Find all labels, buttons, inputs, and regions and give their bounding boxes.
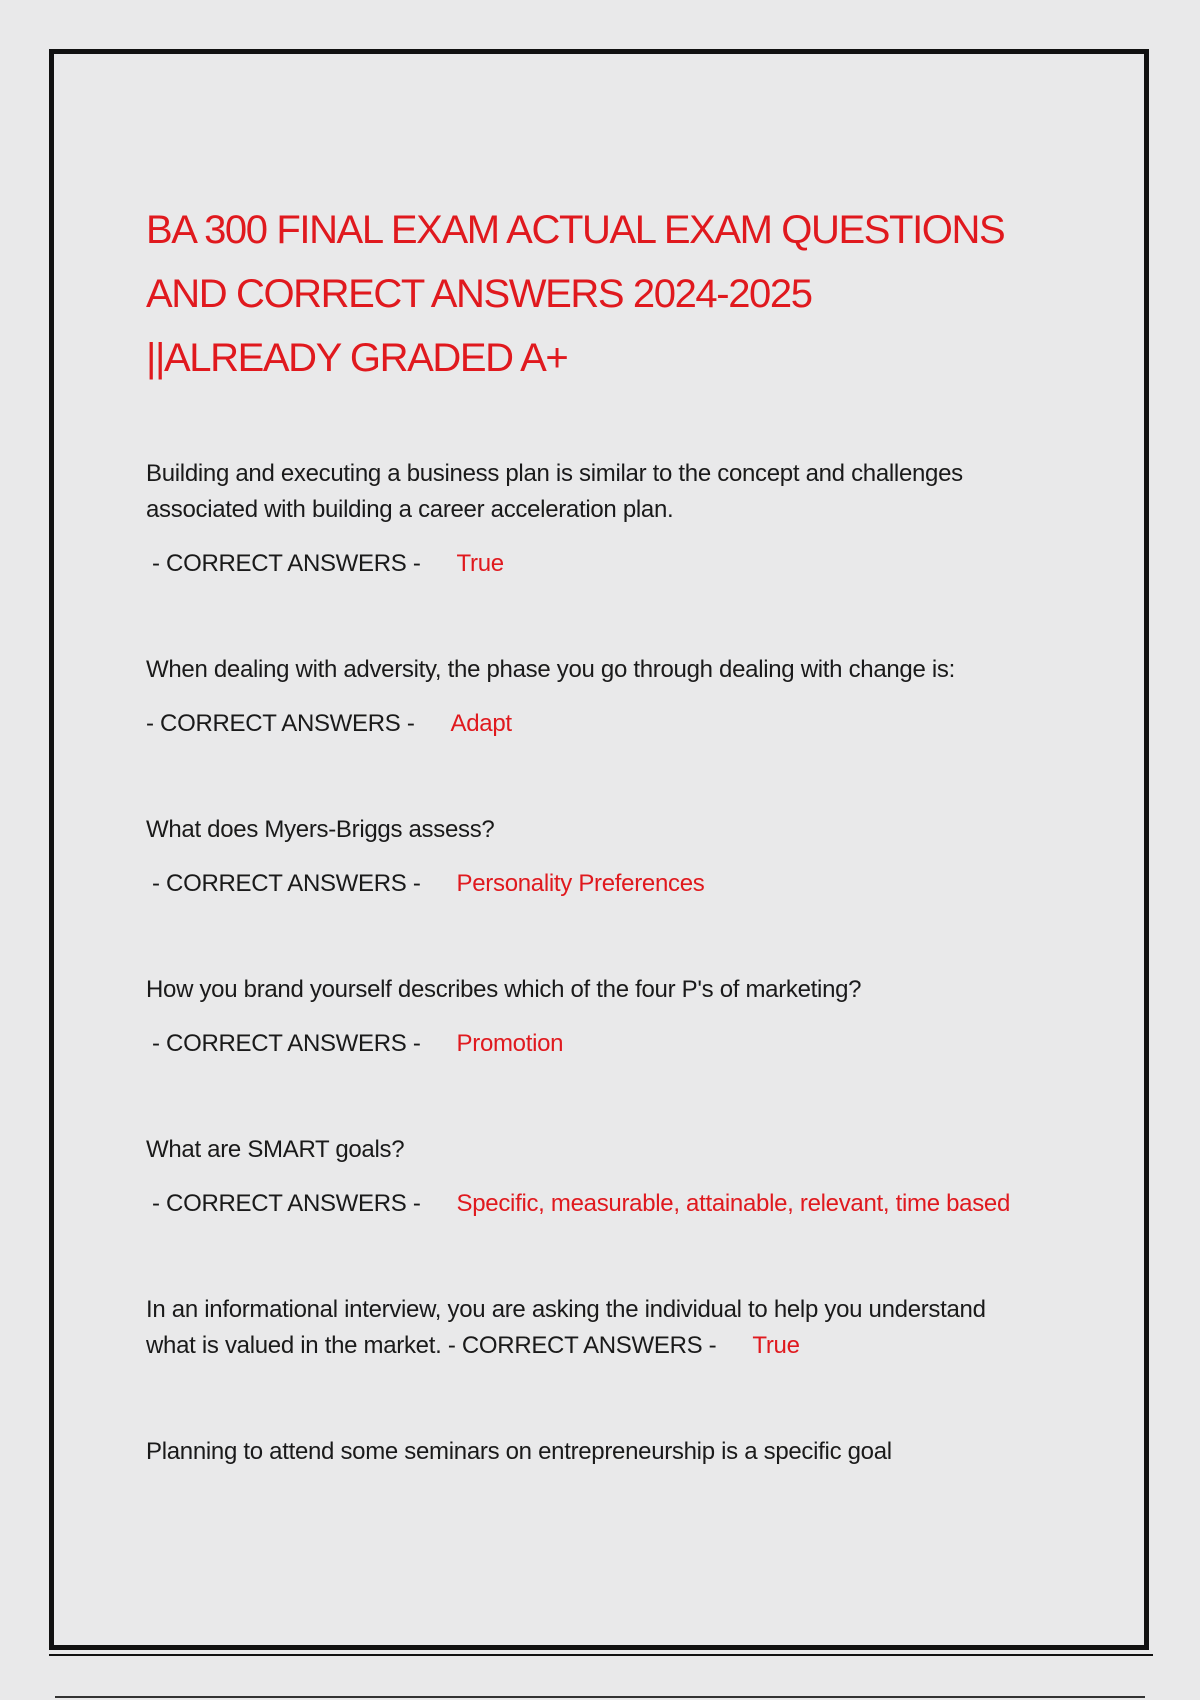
qa-item-7 [146,1434,1066,1470]
correct-answers-label: - CORRECT ANSWERS - [152,550,421,577]
answer-line [146,866,1066,902]
question-text: How you brand yourself describes which of the four P's of marketing? [146,976,862,1003]
correct-answers-label: - CORRECT ANSWERS - [146,710,415,737]
answer-text: Specific, measurable, attainable, relevant, time based [456,1190,1010,1217]
question-text: What does Myers-Briggs assess? [146,816,495,843]
answer-text: Personality Preferences [456,870,705,897]
question-body: In an informational interview, you are asking the individual to help you understand what is valued in the market. [146,1296,986,1359]
document-title [146,198,1066,390]
correct-answers-label: - CORRECT ANSWERS - [152,870,421,897]
next-page-edge [55,1696,1145,1698]
qa-item-3 [146,812,1066,902]
document-content [146,198,1066,1470]
question-text: Planning to attend some seminars on entrepreneurship is a specific goal [146,1438,892,1465]
answer-line [146,706,1066,742]
frame-bottom-rule [49,1654,1153,1656]
question-text: Building and executing a business plan is similar to the concept and challenges associated with building a career acceleration plan. [146,460,963,523]
question-text: What are SMART goals? [146,1136,405,1163]
title-line-1: BA 300 FINAL EXAM ACTUAL EXAM QUESTIONS [146,208,1005,252]
qa-item-1 [146,456,1066,582]
answer-line [146,546,1066,582]
qa-item-4 [146,972,1066,1062]
question-text: When dealing with adversity, the phase you go through dealing with change is: [146,656,955,683]
answer-text: Adapt [450,710,512,737]
title-line-2: AND CORRECT ANSWERS 2024-2025 [146,272,812,316]
correct-answers-label: - CORRECT ANSWERS - [152,1190,421,1217]
question-text [146,1292,1026,1364]
answer-text: True [752,1332,800,1359]
answer-line [146,1026,1066,1062]
qa-item-5 [146,1132,1066,1222]
qa-item-2 [146,652,1066,742]
correct-answers-label: - CORRECT ANSWERS - [152,1030,421,1057]
correct-answers-label: - CORRECT ANSWERS - [447,1332,717,1359]
title-line-3: ||ALREADY GRADED A+ [146,336,568,380]
answer-line [146,1186,1032,1222]
answer-text: Promotion [456,1030,564,1057]
qa-item-6 [146,1292,1066,1364]
answer-text: True [456,550,504,577]
